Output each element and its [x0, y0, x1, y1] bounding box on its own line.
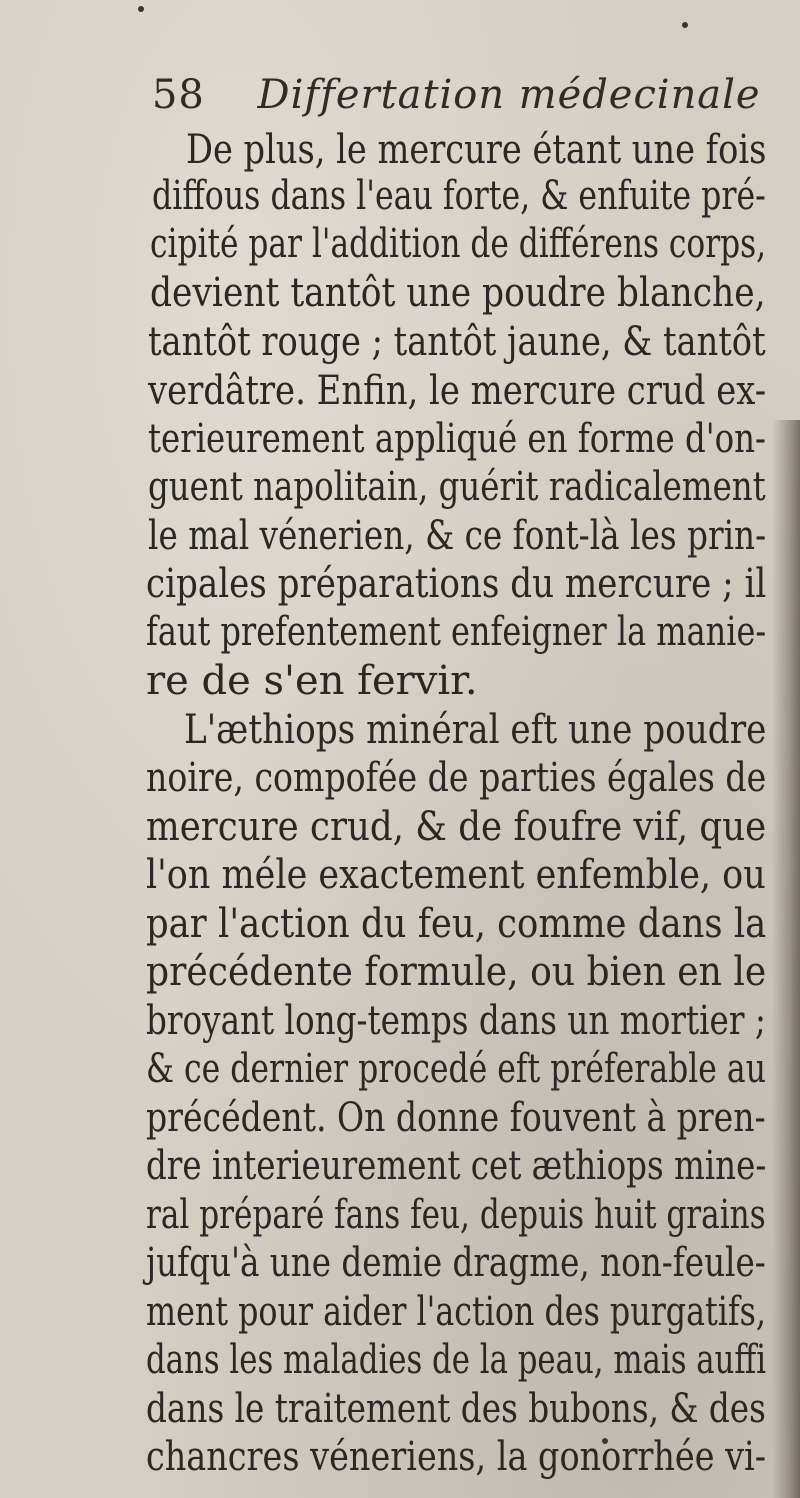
text-line: ment pour aider l'action des purgatifs, [146, 1289, 766, 1335]
text-line: par l'action du feu, comme dans la [146, 901, 767, 947]
page-edge-shadow [772, 420, 800, 1498]
text-line: le mal vénerien, & ce font-là les prin- [148, 513, 767, 559]
text-line: dans les maladies de la peau, mais auffi [146, 1337, 767, 1383]
text-line: faut prefentement enfeigner la manie- [146, 609, 767, 655]
text-line: terieurement appliqué en forme d'on- [148, 416, 766, 462]
text-line: noire, compofée de parties égales de [146, 755, 767, 801]
text-line: broyant long-temps dans un mortier ; [146, 998, 766, 1044]
text-line: mercure crud, & de foufre vif, que [146, 804, 767, 850]
text-line: L'æthiops minéral eft une poudre [184, 707, 767, 753]
text-line: précédente formule, ou bien en le [146, 949, 767, 995]
text-line: guent napolitain, guérit radicalement [148, 464, 766, 510]
text-line: l'on méle exactement enfemble, ou [146, 852, 766, 898]
text-line: re de s'en fervir. [146, 658, 478, 704]
page-number: 58 [152, 72, 205, 118]
text-line: cipité par l'addition de différens corps, [150, 221, 767, 267]
text-line: chancres véneriens, la gonorrhée vi- [146, 1434, 767, 1480]
text-line: tantôt rouge ; tantôt jaune, & tantôt [148, 319, 766, 365]
text-line: précédent. On donne fouvent à pren- [146, 1095, 766, 1141]
text-line: & ce dernier procedé eft préferable au [146, 1046, 766, 1092]
ink-speck [682, 22, 688, 28]
text-line: dre interieurement cet æthiops mine- [146, 1143, 767, 1189]
text-line: jufqu'à une demie dragme, non-feule- [146, 1240, 766, 1286]
text-line: devient tantôt une poudre blanche, [150, 270, 766, 316]
running-header [152, 72, 761, 118]
text-line: cipales préparations du mercure ; il [146, 561, 767, 607]
ink-speck [138, 6, 144, 12]
text-line: De plus, le mercure étant une fois [186, 127, 767, 173]
text-line: verdâtre. Enfin, le mercure crud ex- [148, 368, 767, 414]
text-line: ral préparé fans feu, depuis huit grains [146, 1192, 766, 1238]
text-line: dans le traitement des bubons, & des [146, 1386, 766, 1432]
running-title: Differtation médecinale [257, 72, 761, 118]
text-line: diffous dans l'eau forte, & enfuite pré- [152, 173, 766, 219]
